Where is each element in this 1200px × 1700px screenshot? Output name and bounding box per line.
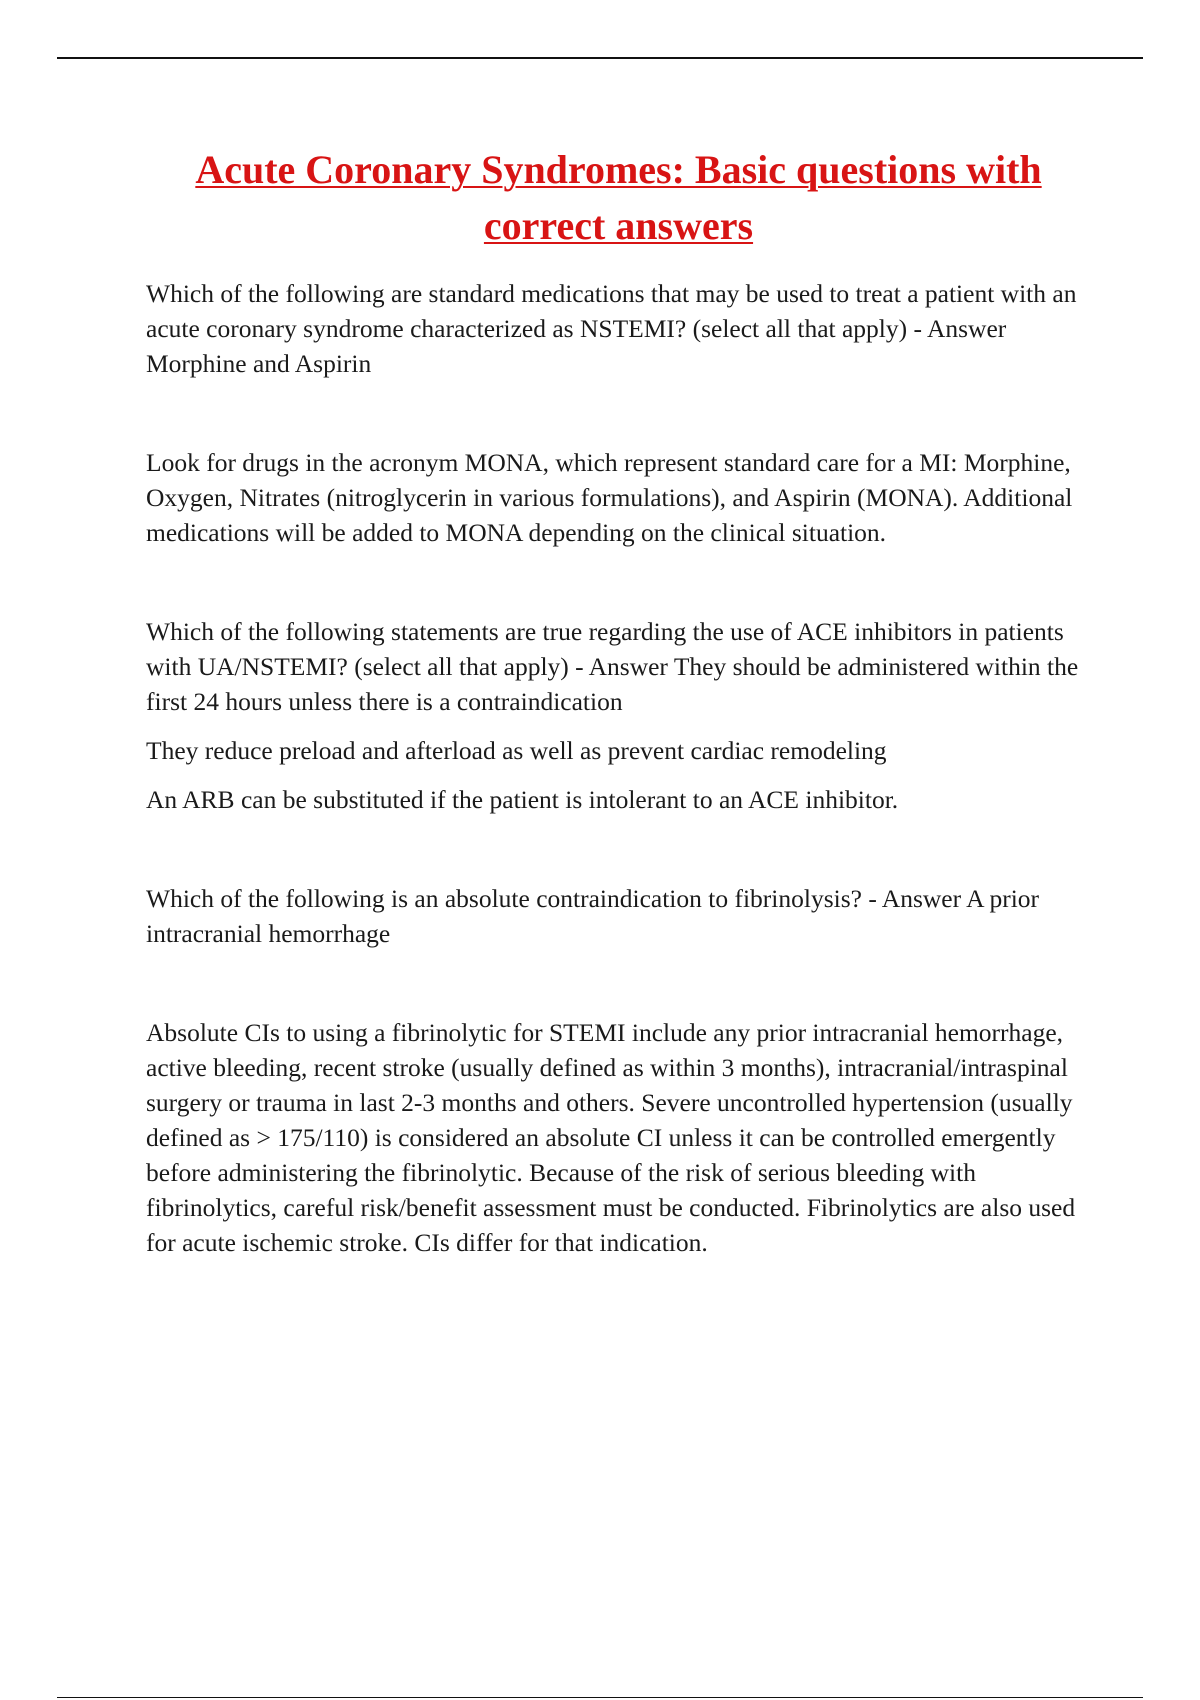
- answer-2-line-3: An ARB can be substituted if the patient is intolerant to an ACE inhibitor.: [146, 785, 899, 814]
- question-3-paragraph: Which of the following is an absolute contraindication to fibrinolysis? - Answer A prior intracranial hemorrhage: [146, 884, 1040, 948]
- top-divider: [57, 57, 1143, 59]
- explanation-3-paragraph: Absolute CIs to using a fibrinolytic for STEMI include any prior intracranial hemorrhage, active bleeding, recent stroke (usually defined as within 3 months), intracranial/intraspinal surgery or trauma in last 2-3 months and others. Severe uncontrolled hypertension (usually defined as > 175/110) is considered an absolute CI unless it can be controlled emergently before administering the fibrinolytic. Because of the risk of serious bleeding with fibrinolytics, careful risk/benefit assessment must be conducted. Fibrinolytics are also used for acute ischemic stroke. CIs differ for that indication.: [146, 1018, 1076, 1257]
- document-title: Acute Coronary Syndromes: Basic questions with correct answers: [195, 147, 1042, 248]
- explanation-1-paragraph: Look for drugs in the acronym MONA, which represent standard care for a MI: Morphine, Oxygen, Nitrates (nitroglycerin in various formulations), and Aspirin (MONA). Additional medications will be added to MONA depending on the clinical situation.: [146, 448, 1073, 547]
- bottom-divider: [57, 1697, 1143, 1698]
- answer-2-line-2: They reduce preload and afterload as well as prevent cardiac remodeling: [146, 736, 887, 765]
- question-1-paragraph: Which of the following are standard medications that may be used to treat a patient with an acute coronary syndrome characterized as NSTEMI? (select all that apply) - Answer Morphine and Aspirin: [146, 279, 1077, 378]
- question-2-paragraph: Which of the following statements are true regarding the use of ACE inhibitors in patients with UA/NSTEMI? (select all that apply) - Answer They should be administered within the first 24 hours unless there is a contraindication: [146, 617, 1079, 716]
- document-body: [146, 142, 1091, 1260]
